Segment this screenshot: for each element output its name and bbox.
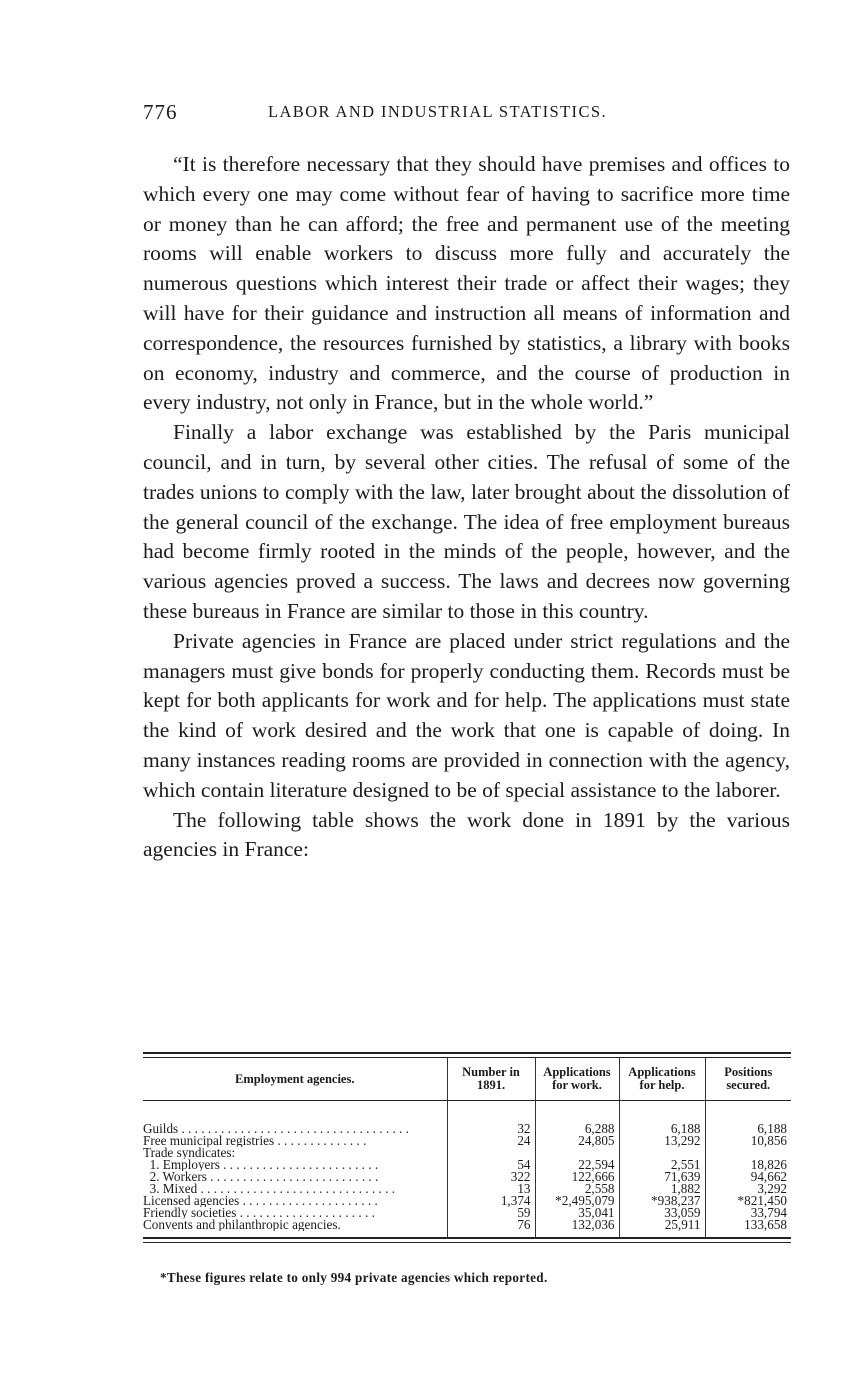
agency-name: 3. Mixed . . . . . . . . . . . . . . . . . . . . . . . . . . . . . . (143, 1183, 396, 1195)
cell-positions: 94,662 (705, 1171, 791, 1183)
table-header-row (143, 1058, 791, 1101)
cell-help: *938,237 (619, 1195, 705, 1207)
cell-positions: 10,856 (705, 1135, 791, 1147)
cell-positions: 18,826 (705, 1159, 791, 1171)
table-row (143, 1219, 791, 1231)
table-row (143, 1135, 791, 1147)
cell-positions: 6,188 (705, 1123, 791, 1135)
paragraph-private-agencies: Private agencies in France are placed under strict regulations and the managers must give bonds for properly conducting them. Records must be kept for both applicants for work and for help. The applications must state the kind of work desired and the work that one is capable of doing. In many instances reading rooms are provided in connection with the agency, which contain literature designed to be of special assistance to the laborer. (143, 628, 790, 802)
cell-number: 322 (447, 1171, 535, 1183)
header-number: Number in 1891. (447, 1058, 535, 1101)
cell-help: 6,188 (619, 1123, 705, 1135)
cell-help: 2,551 (619, 1159, 705, 1171)
cell-positions: 133,658 (705, 1219, 791, 1231)
cell-positions: 3,292 (705, 1183, 791, 1195)
header-positions: Positions secured. (705, 1058, 791, 1101)
cell-help: 33,059 (619, 1207, 705, 1219)
cell-help: 71,639 (619, 1171, 705, 1183)
header-agency: Employment agencies. (143, 1058, 447, 1101)
cell-work: 132,036 (535, 1219, 619, 1231)
agencies-table-container (143, 1052, 791, 1243)
table-footnote: *These figures relate to only 994 private agencies which reported. (160, 1270, 548, 1285)
running-title: LABOR AND INDUSTRIAL STATISTICS. (268, 102, 607, 121)
body-text (143, 150, 790, 865)
cell-work: 22,594 (535, 1159, 619, 1171)
header-applications-work: Applications for work. (535, 1058, 619, 1101)
table-bottom-rule (143, 1237, 791, 1243)
page-header (143, 100, 790, 130)
cell-number: 76 (447, 1219, 535, 1231)
cell-positions: *821,450 (705, 1195, 791, 1207)
table-body (143, 1101, 791, 1238)
cell-work: 2,558 (535, 1183, 619, 1195)
cell-number: 59 (447, 1207, 535, 1219)
agency-name: Free municipal registries . . . . . . . . . . . . . . (143, 1135, 367, 1147)
cell-help: 13,292 (619, 1135, 705, 1147)
cell-positions: 33,794 (705, 1207, 791, 1219)
agencies-table (143, 1058, 791, 1237)
agency-name: Trade syndicates: (143, 1147, 236, 1159)
agency-name: Convents and philanthropic agencies. (143, 1219, 341, 1231)
cell-work: 122,666 (535, 1171, 619, 1183)
cell-number: 54 (447, 1159, 535, 1171)
paragraph-labor-exchange: Finally a labor exchange was established by the Paris municipal council, and in turn, by several other cities. The refusal of some of the trades unions to comply with the law, later brought about the dissolution of the general council of the exchange. The idea of free employment bureaus had become firmly rooted in the minds of the people, however, and the various agencies proved a success. The laws and decrees now governing these bureaus in France are similar to those in this country. (143, 420, 790, 623)
table-spacer-row (143, 1101, 791, 1124)
header-applications-help: Applications for help. (619, 1058, 705, 1101)
agency-name: 2. Workers . . . . . . . . . . . . . . . . . . . . . . . . . . (143, 1171, 379, 1183)
cell-number: 1,374 (447, 1195, 535, 1207)
agency-name: Friendly societies . . . . . . . . . . . . . . . . . . . . . (143, 1207, 375, 1219)
page-number: 776 (143, 100, 178, 124)
cell-work: 24,805 (535, 1135, 619, 1147)
cell-number: 32 (447, 1123, 535, 1135)
cell-work: 6,288 (535, 1123, 619, 1135)
cell-work: 35,041 (535, 1207, 619, 1219)
paragraph-quote: “It is therefore necessary that they should have premises and offices to which every one may come without fear of having to sacrifice more time or money than he can afford; the free and permanent use of the meeting rooms will enable workers to discuss more fully and accurately the numerous questions which interest their trade or affect their wages; they will have for their guidance and instruction all means of information and correspondence, the resources furnished by statistics, a library with books on economy, industry and commerce, and the course of production in every industry, not only in France, but in the whole world.” (143, 152, 790, 415)
cell-help: 25,911 (619, 1219, 705, 1231)
paragraph-table-intro: The following table shows the work done in 1891 by the various agencies in France: (143, 807, 790, 862)
agency-name: 1. Employers . . . . . . . . . . . . . . . . . . . . . . . . (143, 1159, 379, 1171)
cell-number: 24 (447, 1135, 535, 1147)
cell-number: 13 (447, 1183, 535, 1195)
agency-name: Guilds . . . . . . . . . . . . . . . . . . . . . . . . . . . . . . . . . . . (143, 1123, 409, 1135)
cell-help: 1,882 (619, 1183, 705, 1195)
cell-work: *2,495,079 (535, 1195, 619, 1207)
agency-name: Licensed agencies . . . . . . . . . . . . . . . . . . . . . (143, 1195, 378, 1207)
